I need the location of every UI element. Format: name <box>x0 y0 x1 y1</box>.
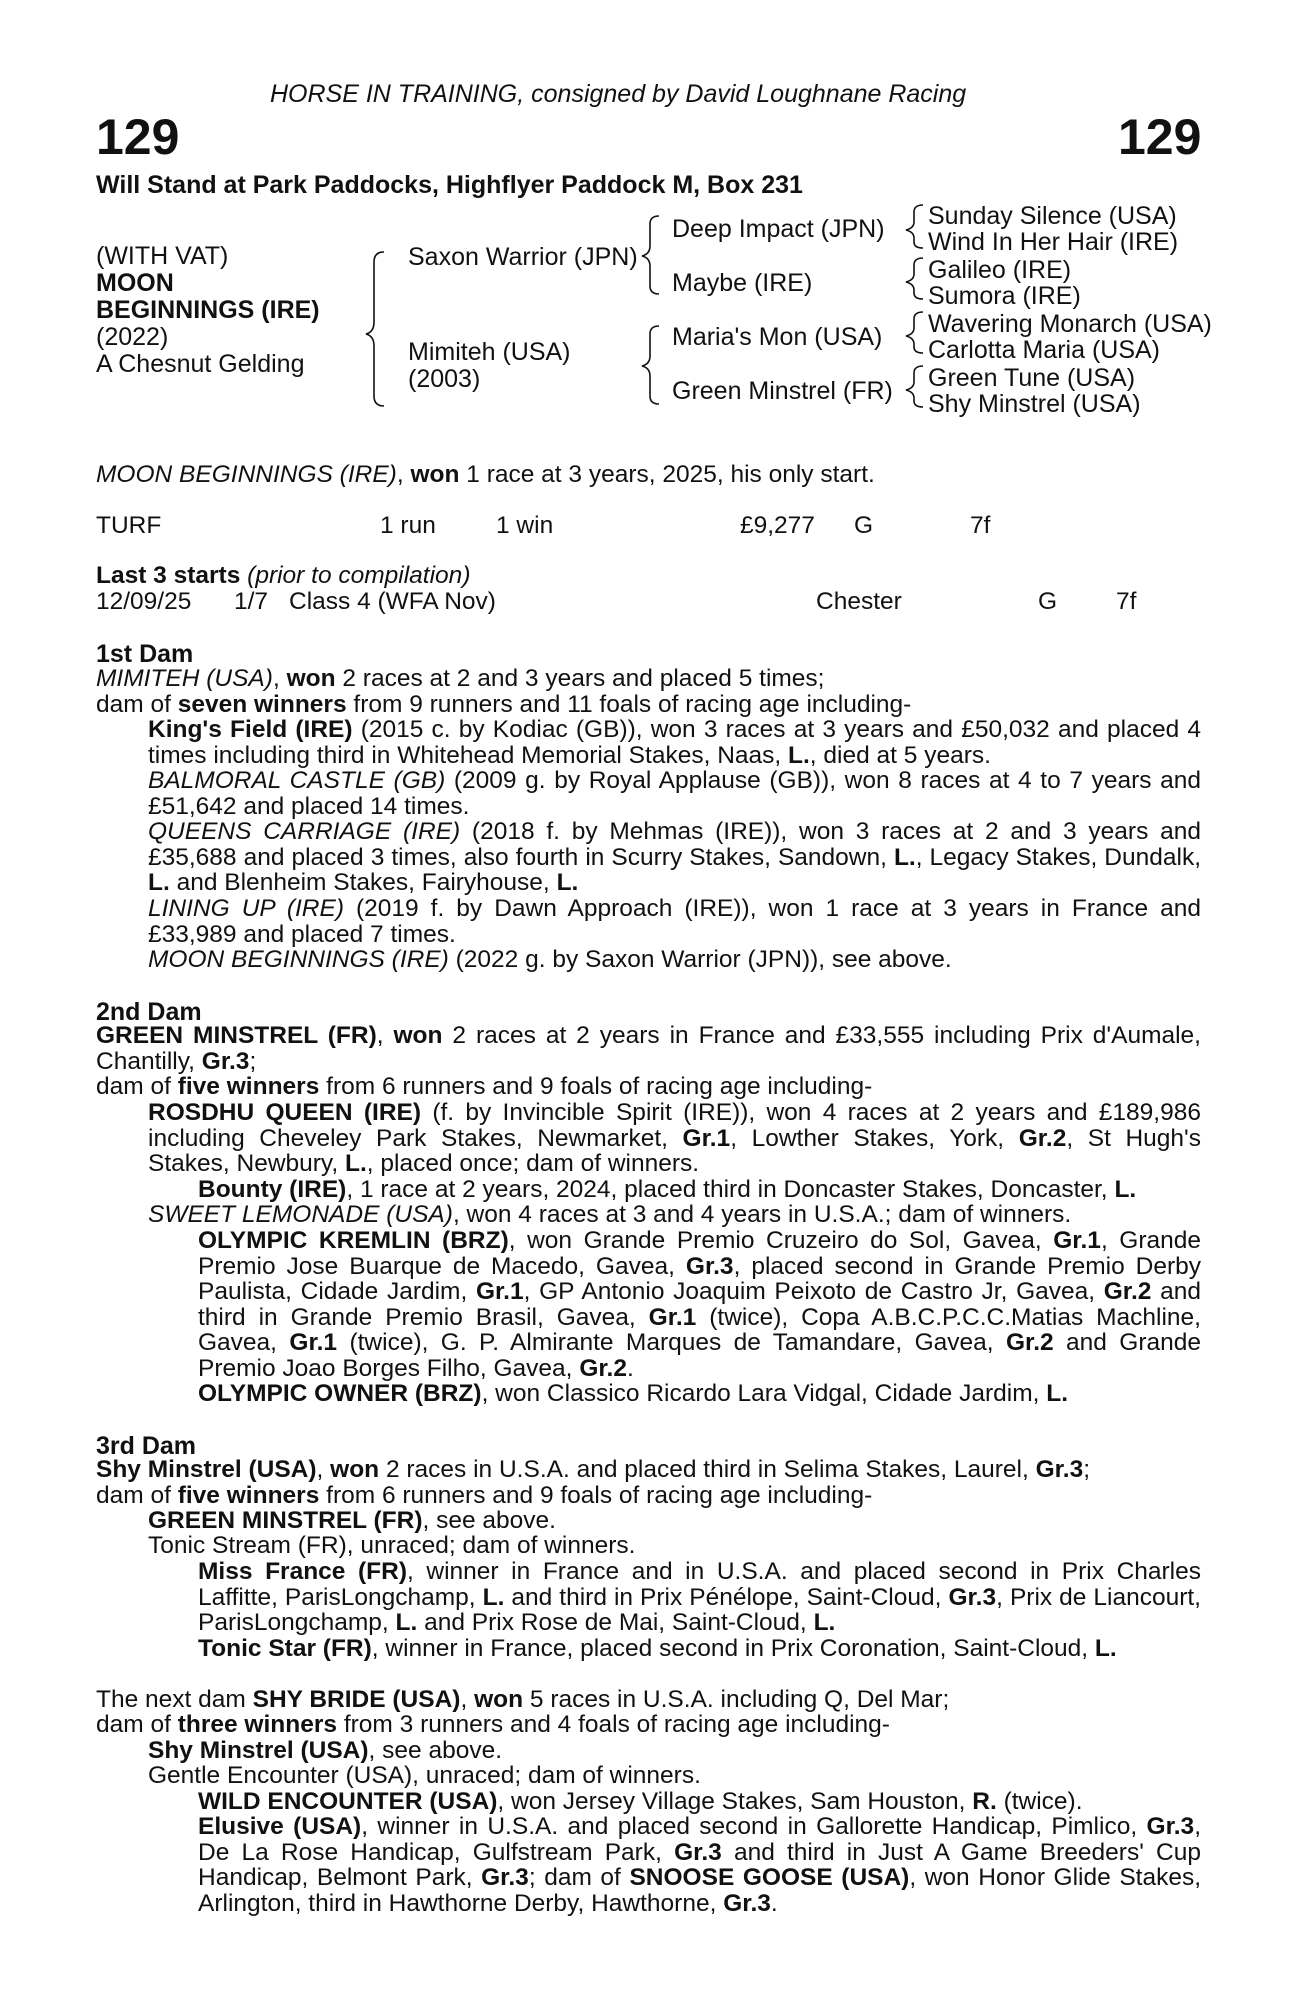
turf-wins: 1 win <box>496 512 554 539</box>
horse-description: A Chesnut Gelding <box>96 350 305 378</box>
main-bracket <box>366 252 384 406</box>
dam3-name: Shy Minstrel (USA) <box>96 1456 317 1483</box>
entry-name: ROSDHU QUEEN (IRE) <box>148 1099 422 1126</box>
entry-text: (twice), G. P. Almirante Marques de Tamandare, Gavea, <box>349 1329 994 1357</box>
entry-name: QUEENS CARRIAGE (IRE) <box>148 818 461 845</box>
group-mark: Gr.3 <box>481 1864 529 1892</box>
sdd: Sumora (IRE) <box>928 282 1081 310</box>
ssd: Wind In Her Hair (IRE) <box>928 228 1179 256</box>
entry-text: and third in Grande Premio Brasil, Gavea, <box>198 1278 1201 1331</box>
next-dam-entry-gentle-encounter: Gentle Encounter (USA), unraced; dam of winners. <box>148 1762 701 1789</box>
entry-name: LINING UP (IRE) <box>148 895 344 922</box>
group-mark: Gr.2 <box>1103 1278 1152 1306</box>
group-mark: Gr.1 <box>475 1278 524 1306</box>
group-mark: Gr.3 <box>1035 1456 1084 1483</box>
entry-text: and Grande Premio Joao Borges Filho, Gavea, <box>198 1329 1202 1382</box>
dam2-entry-sweet-lemonade <box>148 1202 1071 1228</box>
dam1-produce <box>96 692 911 718</box>
lot-number-left: 129 <box>96 109 180 165</box>
start-course: Chester <box>816 588 902 615</box>
entry-text: , see above. <box>368 1737 503 1764</box>
group-mark: Gr.3 <box>685 1252 734 1280</box>
group-mark: Gr.1 <box>648 1303 697 1331</box>
listed-mark: L. <box>893 843 916 871</box>
listed-mark: L. <box>148 869 170 897</box>
entry-text: , Grande Premio Jose Buarque de Macedo, Gavea, <box>198 1227 1202 1280</box>
entry-name: Shy Minstrel (USA) <box>148 1737 369 1764</box>
listed-mark: L. <box>1046 1380 1069 1407</box>
summary-rest: 1 race at 3 years, 2025, his only start. <box>466 461 875 488</box>
next-dam-produce-bold: three winners <box>177 1711 338 1738</box>
listed-mark: L. <box>813 1609 836 1637</box>
entry-text: , see above. <box>422 1507 556 1534</box>
entry-text: (2009 g. by Royal Applause (GB)), won 8 races at 4 to 7 years and £51,642 and placed 14 times. <box>148 767 1201 820</box>
dam1-entry-moon-beginnings <box>148 947 952 973</box>
dam3-entry-tonic-star <box>198 1636 1117 1662</box>
horse-year: (2022) <box>96 323 169 351</box>
sire-bracket <box>642 216 659 294</box>
entry-text: (2019 f. by Dawn Approach (IRE)), won 1 race at 3 years in France and £33,989 and placed 7 times. <box>148 895 1201 948</box>
next-dam-text: 5 races in U.S.A. including Q, Del Mar; <box>529 1686 950 1713</box>
entry-name: BALMORAL CASTLE (GB) <box>148 767 446 794</box>
dam2-heading: 2nd Dam <box>96 998 202 1026</box>
entry-text: , won Grande Premio Cruzeiro do Sol, Gavea, <box>508 1227 1042 1254</box>
group-mark: Gr.1 <box>1053 1227 1101 1254</box>
listed-mark: L. <box>345 1150 367 1178</box>
dam2-entry-rosdhu-queen <box>101 1100 1201 1177</box>
dam-dam: Green Minstrel (FR) <box>672 377 893 405</box>
entry-text: (2022 g. by Saxon Warrior (JPN)), see above. <box>455 946 952 973</box>
entry-text: (2015 c. by Kodiac (GB)), won 3 races at 3 years and £50,032 and placed 4 times including third in Whitehead Memorial Stakes, Naas, <box>148 716 1201 769</box>
dam2-text: ; <box>249 1047 257 1075</box>
dam3-produce-bold: five winners <box>177 1482 320 1509</box>
dam3-heading: 3rd Dam <box>96 1432 197 1460</box>
group-mark: Gr.3 <box>674 1838 722 1866</box>
entry-text: (2018 f. by Mehmas (IRE)), won 3 races at 2 and 3 years and £35,688 and placed 3 times, also fourth in Scurry Stakes, Sandown, <box>148 818 1201 871</box>
dam1-produce-post: from 9 runners and 11 foals of racing age including- <box>353 691 912 718</box>
sss: Sunday Silence (USA) <box>928 202 1177 230</box>
entry-text: and third in Just A Game Breeders' Cup Handicap, Belmont Park, <box>198 1838 1202 1892</box>
listed-mark: L. <box>788 741 810 769</box>
entry-text: . <box>627 1354 634 1382</box>
dam1-name: MIMITEH (USA) <box>96 665 273 692</box>
dam-sire: Maria's Mon (USA) <box>672 323 883 351</box>
next-dam-entry-elusive <box>147 1814 1201 1916</box>
entry-name: OLYMPIC KREMLIN (BRZ) <box>198 1227 509 1254</box>
entry-text: (twice). <box>1003 1788 1083 1815</box>
next-dam-line: The next dam SHY BRIDE (USA), won 5 races in U.S.A. including Q, Del Mar; <box>96 1686 950 1713</box>
entry-text: , 1 race at 2 years, 2024, placed third in Doncaster Stakes, Doncaster, <box>346 1176 1108 1203</box>
entry-text: , placed second in Grande Premio Derby Paulista, Cidade Jardim, <box>198 1252 1202 1306</box>
sds: Galileo (IRE) <box>928 256 1072 284</box>
dam2-entry-olympic-owner <box>198 1381 1068 1407</box>
entry-name: SNOOSE GOOSE (USA) <box>629 1864 910 1892</box>
group-mark: Gr.3 <box>723 1889 771 1917</box>
next-dam-produce-post: from 3 runners and 4 foals of racing age including- <box>343 1711 890 1738</box>
start-going: G <box>1038 588 1058 615</box>
last-starts-title: Last 3 starts <box>96 562 241 589</box>
entry-text: , Legacy Stakes, Dundalk, <box>915 843 1202 871</box>
entry-text: , Lowther Stakes, York, <box>730 1124 1005 1152</box>
last-starts-heading <box>96 563 470 589</box>
turf-runs: 1 run <box>380 512 436 539</box>
entry-name: Bounty (IRE) <box>198 1176 347 1203</box>
group-mark: Gr.2 <box>579 1354 627 1382</box>
dam3-produce-pre: dam of <box>96 1482 171 1509</box>
turf-going: G <box>854 512 874 539</box>
next-dam-entry-wild-encounter <box>198 1789 1083 1815</box>
dam3-won: won <box>330 1456 380 1483</box>
entry-text: , GP Antonio Joaquim Peixoto de Castro Jr, Gavea, <box>523 1278 1096 1306</box>
next-dam-pre: The next dam <box>96 1686 246 1713</box>
listed-mark: L. <box>1114 1176 1137 1203</box>
next-dam-name: SHY BRIDE (USA) <box>252 1686 461 1713</box>
ds-bracket <box>906 312 923 353</box>
turf-surface: TURF <box>96 512 162 539</box>
entry-text: . <box>770 1889 778 1917</box>
group-mark: Gr.2 <box>1005 1329 1054 1357</box>
entry-text: , winner in France, placed second in Prix Coronation, Saint-Cloud, <box>371 1635 1089 1662</box>
next-dam-produce-pre: dam of <box>96 1711 171 1738</box>
horse-name-line1: MOON <box>96 269 174 297</box>
listed-mark: L. <box>556 869 579 897</box>
dam-year: (2003) <box>408 365 481 393</box>
consignment-line: HORSE IN TRAINING, consigned by David Loughnane Racing <box>270 80 967 108</box>
dam2-produce-post: from 6 runners and 9 foals of racing age including- <box>326 1073 873 1100</box>
entry-name: Miss France (FR) <box>198 1558 407 1585</box>
entry-text: and Blenheim Stakes, Fairyhouse, <box>176 869 550 897</box>
dam3-entry-miss-france <box>147 1559 1201 1636</box>
lot-number-right: 129 <box>1118 109 1202 165</box>
dsd: Carlotta Maria (USA) <box>928 336 1160 364</box>
entry-text: (f. by Invincible Spirit (IRE)), won 4 races at 2 years and £189,986 including Cheveley Park Stakes, Newmarket, <box>148 1099 1201 1152</box>
dam: Mimiteh (USA) <box>408 338 571 366</box>
dam1-line: MIMITEH (USA), won 2 races at 2 and 3 years and placed 5 times; <box>96 665 825 692</box>
entry-name: Elusive (USA) <box>198 1813 362 1840</box>
listed-mark: L. <box>1094 1635 1117 1662</box>
entry-text: , won Classico Ricardo Lara Vidgal, Cidade Jardim, <box>481 1380 1040 1407</box>
dam1-produce-bold: seven winners <box>177 691 347 718</box>
summary-name: MOON BEGINNINGS (IRE) <box>96 461 397 488</box>
entry-name: WILD ENCOUNTER (USA) <box>198 1788 498 1815</box>
dam2-produce-pre: dam of <box>96 1073 171 1100</box>
entry-text: ; dam of <box>528 1864 621 1892</box>
group-mark: Gr.3 <box>948 1583 997 1611</box>
start-class: Class 4 (WFA Nov) <box>289 588 496 615</box>
vat-label: (WITH VAT) <box>96 242 229 270</box>
next-dam-won: won <box>474 1686 524 1713</box>
dam2-produce <box>96 1074 872 1100</box>
dam2-text: 2 races at 2 years in France and £33,555 including Prix d'Aumale, Chantilly, <box>96 1022 1201 1075</box>
dam1-produce-pre: dam of <box>96 691 171 718</box>
entry-text: , De La Rose Handicap, Gulfstream Park, <box>198 1813 1202 1866</box>
next-dam-entry-shy-minstrel <box>148 1738 502 1764</box>
dam2-line: GREEN MINSTREL (FR), won 2 races at 2 years in France and £33,555 including Prix d'Aumale, Chantilly, Gr.3; <box>96 1022 1201 1075</box>
sire-sire: Deep Impact (JPN) <box>672 215 885 243</box>
entry-text: and third in Prix Pénélope, Saint-Cloud, <box>511 1583 942 1611</box>
dam2-entry-bounty <box>198 1177 1136 1203</box>
dam3-produce-post: from 6 runners and 9 foals of racing age including- <box>326 1482 873 1509</box>
start-date: 12/09/25 <box>96 588 192 615</box>
dss: Wavering Monarch (USA) <box>928 310 1212 338</box>
dam1-entry-balmoral <box>101 768 1201 819</box>
listed-mark: L. <box>395 1609 418 1637</box>
entry-name: King's Field (IRE) <box>148 716 353 743</box>
turf-earnings: £9,277 <box>740 512 815 539</box>
entry-name: OLYMPIC OWNER (BRZ) <box>198 1380 482 1407</box>
entry-text: , won Honor Glide Stakes, Arlington, third in Hawthorne Derby, Hawthorne, <box>198 1864 1202 1917</box>
sire-dam: Maybe (IRE) <box>672 269 813 297</box>
ddd: Shy Minstrel (USA) <box>928 390 1141 418</box>
dam3-text: 2 races in U.S.A. and placed third in Selima Stakes, Laurel, <box>385 1456 1029 1483</box>
entry-text: , placed once; dam of winners. <box>366 1150 700 1178</box>
restricted-mark: R. <box>972 1788 997 1815</box>
entry-text: , died at 5 years. <box>809 741 991 769</box>
dam2-entry-olympic-kremlin <box>147 1228 1201 1382</box>
sire: Saxon Warrior (JPN) <box>408 243 638 271</box>
dds: Green Tune (USA) <box>928 364 1136 392</box>
dam3-produce <box>96 1483 872 1509</box>
start-distance: 7f <box>1116 588 1137 615</box>
entry-text: , won Jersey Village Stakes, Sam Houston, <box>497 1788 966 1815</box>
next-dam-produce <box>96 1712 890 1738</box>
dam1-won: won <box>286 665 336 692</box>
group-mark: Gr.1 <box>289 1329 338 1357</box>
race-summary: MOON BEGINNINGS (IRE), won 1 race at 3 years, 2025, his only start. <box>96 461 875 488</box>
dam3-entry-tonic-stream: Tonic Stream (FR), unraced; dam of winners. <box>148 1532 636 1559</box>
dam3-entry-green-minstrel <box>148 1508 556 1534</box>
entry-text: , Prix de Liancourt, ParisLongchamp, <box>198 1583 1201 1637</box>
stabling-line: Will Stand at Park Paddocks, Highflyer Paddock M, Box 231 <box>96 171 803 199</box>
dam3-text: ; <box>1083 1456 1091 1483</box>
dd-bracket <box>906 366 923 407</box>
dam1-heading: 1st Dam <box>96 640 194 668</box>
group-mark: Gr.3 <box>201 1047 250 1075</box>
entry-text: , winner in France and in U.S.A. and placed second in Prix Charles Laffitte, ParisLongchamp, <box>198 1558 1201 1611</box>
dam3-line: Shy Minstrel (USA), won 2 races in U.S.A. and placed third in Selima Stakes, Laurel, Gr.3; <box>96 1456 1091 1483</box>
last-starts-note: (prior to compilation) <box>247 562 471 589</box>
dam1-entry-kingsfield <box>101 717 1201 768</box>
entry-name: MOON BEGINNINGS (IRE) <box>148 946 449 973</box>
entry-name: Tonic Star (FR) <box>198 1635 372 1662</box>
dam-bracket <box>642 326 659 404</box>
listed-mark: L. <box>482 1583 505 1611</box>
dam1-entry-lining-up <box>101 896 1201 947</box>
entry-text: , winner in U.S.A. and placed second in Gallorette Handicap, Pimlico, <box>361 1813 1138 1840</box>
group-mark: Gr.3 <box>1146 1813 1195 1840</box>
group-mark: Gr.2 <box>1018 1124 1067 1152</box>
entry-text: (twice), Copa A.B.C.P.C.C.Matias Machline, Gavea, <box>198 1303 1201 1357</box>
entry-name: GREEN MINSTREL (FR) <box>148 1507 423 1534</box>
entry-text: and Prix Rose de Mai, Saint-Cloud, <box>424 1609 807 1637</box>
dam2-won: won <box>393 1022 443 1049</box>
dam2-produce-bold: five winners <box>177 1073 320 1100</box>
sd-bracket <box>906 258 923 299</box>
turf-distance: 7f <box>970 512 991 539</box>
dam1-entry-queens-carriage <box>101 819 1201 896</box>
start-position: 1/7 <box>234 588 269 615</box>
group-mark: Gr.1 <box>682 1124 731 1152</box>
horse-name-line2: BEGINNINGS (IRE) <box>96 296 320 324</box>
entry-name: SWEET LEMONADE (USA) <box>148 1201 453 1228</box>
entry-text: , won 4 races at 3 and 4 years in U.S.A.; dam of winners. <box>452 1201 1072 1228</box>
dam1-text: 2 races at 2 and 3 years and placed 5 times; <box>342 665 825 692</box>
dam2-name: GREEN MINSTREL (FR) <box>96 1022 377 1049</box>
entry-text: , St Hugh's Stakes, Newbury, <box>148 1124 1201 1178</box>
ss-bracket <box>906 205 923 248</box>
summary-won: won <box>410 461 460 488</box>
